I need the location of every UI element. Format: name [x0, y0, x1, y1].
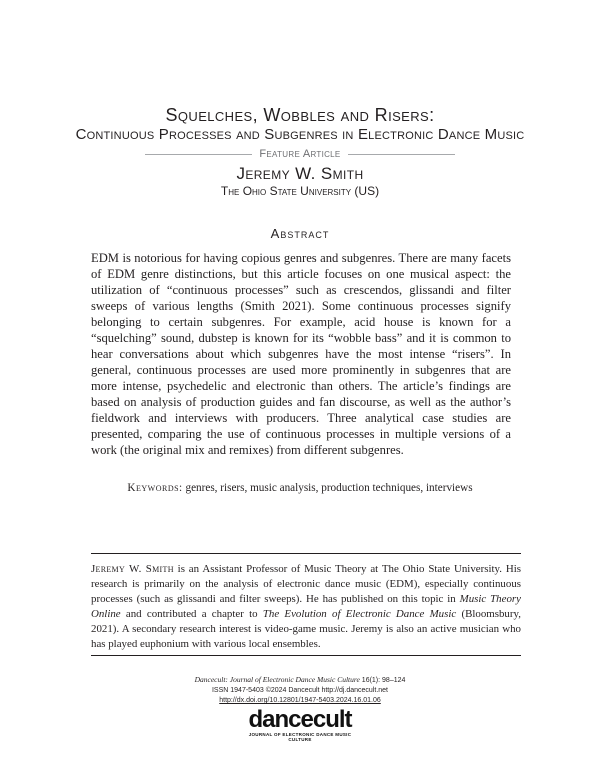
bio-divider-bottom: [91, 655, 521, 656]
keywords: [0, 482, 600, 494]
logo-wordmark: dancecult: [248, 706, 352, 733]
footer-issn: ISSN 1947-5403 ©2024 Dancecult: [211, 687, 320, 694]
footer-citation: [0, 675, 600, 686]
keywords-label: Keywords:: [127, 482, 183, 494]
logo-tagline: JOURNAL OF ELECTRONIC DANCE MUSIC CULTURE: [248, 732, 352, 742]
author-name: Jeremy W. Smith: [236, 164, 364, 183]
dancecult-logo: [240, 706, 360, 742]
footer-doi-link[interactable]: http://dx.doi.org/10.12801/1947-5403.2024.16.01.06: [219, 697, 381, 704]
bio-book: The Evolution of Electronic Dance Music: [262, 608, 457, 620]
keywords-text: genres, risers, music analysis, production techniques, interviews: [185, 482, 473, 494]
bio-part2: and contributed a chapter to: [125, 608, 258, 620]
footer-issn-line: [0, 686, 600, 696]
bio-part1: is an Assistant Professor of Music Theory at The Ohio State University. His research is primarily on the analysis of electronic dance music (EDM), especially continuous processes (such as glissandi and filter sweeps). He has published on this topic in: [91, 563, 521, 605]
footer-site-link[interactable]: http://dj.dancecult.net: [321, 687, 388, 694]
article-title: Squelches, Wobbles and Risers:: [165, 105, 435, 125]
article-type-label: Feature Article: [259, 148, 341, 160]
article-subtitle: Continuous Processes and Subgenres in Electronic Dance Music: [75, 126, 525, 143]
bio-part3: (Bloomsbury, 2021). A secondary research interest is video-game music. Jeremy is also an active musician who has played euphonium with various local ensembles.: [91, 608, 521, 650]
rule-left: [145, 154, 252, 155]
bio-journal: Music Theory Online: [91, 593, 521, 620]
article-type: [0, 148, 600, 160]
rule-right: [348, 154, 455, 155]
bio-name: Jeremy W. Smith: [91, 563, 174, 575]
author-affiliation: The Ohio State University (US): [220, 184, 380, 198]
bio-divider-top: [91, 553, 521, 554]
abstract-text: EDM is notorious for having copious genres and subgenres. There are many facets of EDM genre distinctions, but this article focuses on one musical aspect: the utilization of “continuous processes” such as crescendos, glissandi and filter sweeps of various lengths (Smith 2021). Some continuous processes signify belonging to certain subgenres. For example, acid house is known for a “squelching” sound, dubstep is known for its “wobble bass” and it is common to hear conversations about which subgenres have the most intense “risers”. In general, continuous processes are used more prominently in subgenres that are more intense, psychedelic and electronic than others. The article’s findings are based on analysis of production guides and fan discourse, as well as the author’s fieldwork and interviews with producers. Three analytical case studies are presented, comparing the use of continuous processes in multiple versions of a work (the original mix and remixes) from different subgenres.: [91, 251, 511, 457]
abstract-heading: Abstract: [270, 226, 330, 241]
footer-volume: 16(1): 98–124: [361, 677, 406, 684]
journal-footer: [0, 675, 600, 706]
author-bio: [91, 562, 521, 652]
footer-journal: Dancecult: Journal of Electronic Dance Music Culture: [194, 675, 360, 684]
